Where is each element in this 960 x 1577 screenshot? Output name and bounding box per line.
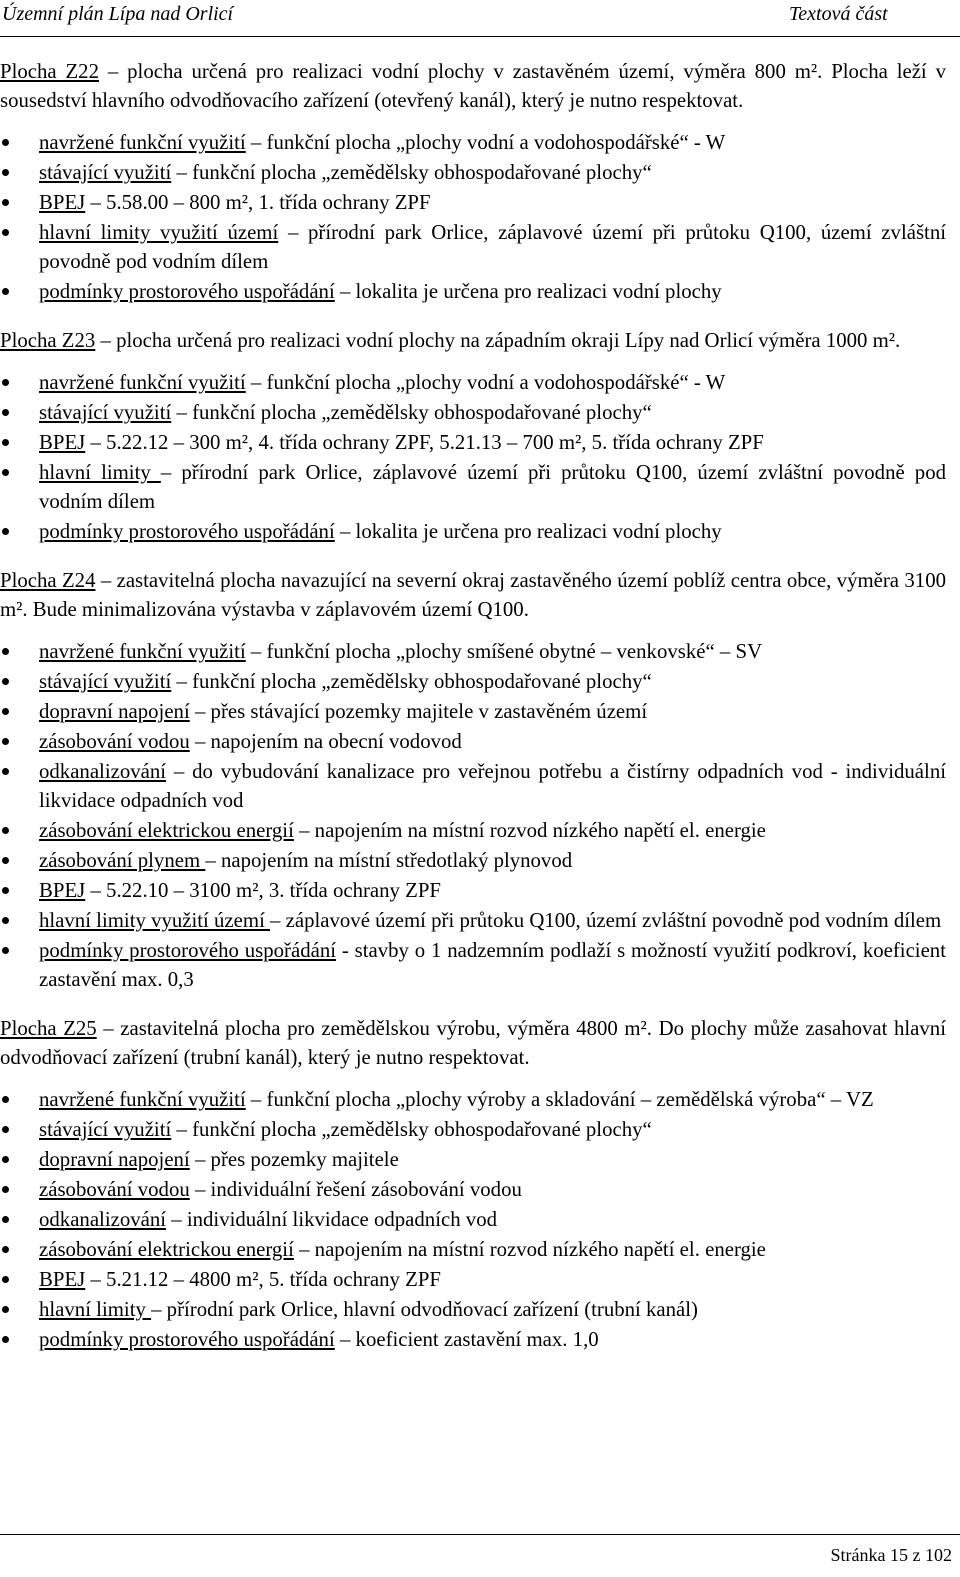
page-footer	[0, 1534, 960, 1577]
bullet-icon	[2, 1246, 9, 1253]
section-text: – zastavitelná plocha navazující na severní okraj zastavěného území poblíž centra obce, výměra 3100 m². Bude minimalizována výstavba v záplavovém území Q100.	[0, 569, 946, 621]
list-item	[0, 277, 946, 306]
item-text: - stavby o 1 nadzemním podlaží s možností využití podkroví, koeficient zastavění max. 0,3	[39, 939, 946, 991]
item-label: odkanalizování	[39, 760, 167, 783]
bullet-icon	[2, 678, 9, 685]
item-text: – lokalita je určena pro realizaci vodní plochy	[334, 280, 722, 303]
list-item	[0, 128, 946, 157]
bullet-icon	[2, 139, 9, 146]
bullet-icon	[2, 947, 9, 954]
list-item	[0, 846, 946, 875]
list-item	[0, 697, 946, 726]
item-text: – napojením na místní středotlaký plynovod	[205, 849, 573, 872]
item-text: – 5.22.12 – 300 m², 4. třída ochrany ZPF, 5.21.13 – 700 m², 5. třída ochrany ZPF	[85, 431, 764, 454]
section-plocha-z25	[0, 1014, 946, 1354]
list-item	[0, 1175, 946, 1204]
list-item	[0, 757, 946, 815]
list-item	[0, 398, 946, 427]
item-text: – do vybudování kanalizace pro veřejnou potřebu a čistírny odpadních vod - individuální likvidace odpadních vod	[39, 760, 946, 812]
section-plocha-z22	[0, 57, 946, 306]
bullet-icon	[2, 887, 9, 894]
list-item	[0, 1235, 946, 1264]
item-text: – funkční plocha „plochy vodní a vodohospodářské“ - W	[245, 371, 726, 394]
list-item	[0, 906, 946, 935]
item-label: podmínky prostorového uspořádání	[39, 1328, 335, 1351]
list-item	[0, 158, 946, 187]
list-item	[0, 1295, 946, 1324]
list-item	[0, 428, 946, 457]
attribute-list	[0, 1085, 946, 1354]
list-item	[0, 936, 946, 994]
item-text: – funkční plocha „zemědělsky obhospodařované plochy“	[171, 670, 652, 693]
item-text: – přes pozemky majitele	[189, 1148, 399, 1171]
list-item	[0, 727, 946, 756]
list-item	[0, 1115, 946, 1144]
section-intro	[0, 1014, 946, 1072]
section-text: – plocha určená pro realizaci vodní plochy v zastavěném území, výměra 800 m². Plocha leží v sousedství hlavního odvodňovacího zařízení (otevřený kanál), který je nutno respektovat.	[0, 60, 946, 112]
item-label: zásobování elektrickou energií	[39, 1238, 294, 1261]
item-text: – funkční plocha „plochy vodní a vodohospodářské“ - W	[245, 131, 726, 154]
list-item	[0, 816, 946, 845]
item-label: BPEJ	[39, 431, 86, 454]
item-label: podmínky prostorového uspořádání	[39, 939, 337, 962]
section-text: – zastavitelná plocha pro zemědělskou výrobu, výměra 4800 m². Do plochy může zasahovat hlavní odvodňovací zařízení (trubní kanál), který je nutno respektovat.	[0, 1017, 946, 1069]
item-label: BPEJ	[39, 1268, 86, 1291]
item-text: – přírodní park Orlice, záplavové území při průtoku Q100, území zvláštní povodně pod vodním dílem	[39, 461, 946, 513]
bullet-icon	[2, 917, 9, 924]
bullet-icon	[2, 827, 9, 834]
item-label: podmínky prostorového uspořádání	[39, 520, 335, 543]
bullet-icon	[2, 199, 9, 206]
item-label: stávající využití	[39, 670, 172, 693]
document-body	[0, 57, 946, 1355]
item-label: navržené funkční využití	[39, 371, 246, 394]
bullet-icon	[2, 1096, 9, 1103]
section-label: Plocha Z23	[0, 329, 96, 352]
bullet-icon	[2, 768, 9, 775]
item-label: zásobování vodou	[39, 1178, 190, 1201]
item-text: – individuální řešení zásobování vodou	[189, 1178, 522, 1201]
section-intro	[0, 326, 946, 355]
item-text: – záplavové území při průtoku Q100, území zvláštní povodně pod vodním dílem	[270, 909, 942, 932]
item-label: podmínky prostorového uspořádání	[39, 280, 335, 303]
list-item	[0, 458, 946, 516]
item-label: stávající využití	[39, 401, 172, 424]
item-label: hlavní limity	[39, 1298, 152, 1321]
item-label: navržené funkční využití	[39, 131, 246, 154]
bullet-icon	[2, 648, 9, 655]
section-label: Plocha Z22	[0, 60, 99, 83]
item-label: zásobování elektrickou energií	[39, 819, 294, 842]
item-text: – funkční plocha „zemědělsky obhospodařované plochy“	[171, 401, 652, 424]
item-label: hlavní limity využití území	[39, 909, 271, 932]
item-text: – napojením na obecní vodovod	[189, 730, 462, 753]
item-label: BPEJ	[39, 879, 86, 902]
item-text: – 5.21.12 – 4800 m², 5. třída ochrany ZPF	[85, 1268, 441, 1291]
list-item	[0, 1205, 946, 1234]
document-part: Textová část	[789, 3, 888, 25]
item-text: – koeficient zastavění max. 1,0	[334, 1328, 599, 1351]
bullet-icon	[2, 1216, 9, 1223]
list-item	[0, 188, 946, 217]
section-intro	[0, 57, 946, 115]
item-label: navržené funkční využití	[39, 640, 246, 663]
item-text: – přírodní park Orlice, záplavové území při průtoku Q100, území zvláštní povodně pod vodním dílem	[39, 221, 946, 273]
item-label: stávající využití	[39, 161, 172, 184]
list-item	[0, 1265, 946, 1294]
item-label: stávající využití	[39, 1118, 172, 1141]
bullet-icon	[2, 169, 9, 176]
item-label: dopravní napojení	[39, 700, 190, 723]
bullet-icon	[2, 229, 9, 236]
item-label: zásobování vodou	[39, 730, 190, 753]
item-text: – přes stávající pozemky majitele v zastavěném území	[189, 700, 648, 723]
page-header	[0, 0, 960, 37]
list-item	[0, 637, 946, 666]
bullet-icon	[2, 288, 9, 295]
list-item	[0, 876, 946, 905]
list-item	[0, 1085, 946, 1114]
attribute-list	[0, 637, 946, 994]
bullet-icon	[2, 469, 9, 476]
list-item	[0, 517, 946, 546]
item-text: – lokalita je určena pro realizaci vodní plochy	[334, 520, 722, 543]
bullet-icon	[2, 409, 9, 416]
section-plocha-z23	[0, 326, 946, 546]
page-number: Stránka 15 z 102	[830, 1545, 952, 1565]
item-label: hlavní limity využití území	[39, 221, 279, 244]
bullet-icon	[2, 738, 9, 745]
list-item	[0, 218, 946, 276]
bullet-icon	[2, 1336, 9, 1343]
item-text: – funkční plocha „plochy výroby a skladování – zemědělská výroba“ – VZ	[245, 1088, 874, 1111]
item-text: – 5.22.10 – 3100 m², 3. třída ochrany ZPF	[85, 879, 441, 902]
bullet-icon	[2, 708, 9, 715]
item-text: – přírodní park Orlice, hlavní odvodňovací zařízení (trubní kanál)	[151, 1298, 698, 1321]
bullet-icon	[2, 528, 9, 535]
item-label: zásobování plynem	[39, 849, 206, 872]
item-text: – napojením na místní rozvod nízkého napětí el. energie	[293, 1238, 766, 1261]
item-text: – napojením na místní rozvod nízkého napětí el. energie	[293, 819, 766, 842]
section-plocha-z24	[0, 566, 946, 994]
bullet-icon	[2, 1306, 9, 1313]
item-label: odkanalizování	[39, 1208, 167, 1231]
item-label: navržené funkční využití	[39, 1088, 246, 1111]
item-text: – individuální likvidace odpadních vod	[166, 1208, 497, 1231]
bullet-icon	[2, 857, 9, 864]
list-item	[0, 368, 946, 397]
item-label: dopravní napojení	[39, 1148, 190, 1171]
section-label: Plocha Z24	[0, 569, 96, 592]
item-text: – funkční plocha „plochy smíšené obytné – venkovské“ – SV	[245, 640, 763, 663]
bullet-icon	[2, 1276, 9, 1283]
item-text: – 5.58.00 – 800 m², 1. třída ochrany ZPF	[85, 191, 431, 214]
item-label: hlavní limity	[39, 461, 161, 484]
item-text: – funkční plocha „zemědělsky obhospodařované plochy“	[171, 1118, 652, 1141]
item-text: – funkční plocha „zemědělsky obhospodařované plochy“	[171, 161, 652, 184]
bullet-icon	[2, 1156, 9, 1163]
list-item	[0, 667, 946, 696]
section-text: – plocha určená pro realizaci vodní plochy na západním okraji Lípy nad Orlicí výměra 1000 m².	[95, 329, 901, 352]
attribute-list	[0, 368, 946, 546]
bullet-icon	[2, 1126, 9, 1133]
item-label: BPEJ	[39, 191, 86, 214]
bullet-icon	[2, 439, 9, 446]
bullet-icon	[2, 1186, 9, 1193]
attribute-list	[0, 128, 946, 306]
list-item	[0, 1325, 946, 1354]
section-label: Plocha Z25	[0, 1017, 97, 1040]
section-intro	[0, 566, 946, 624]
document-title: Územní plán Lípa nad Orlicí	[2, 3, 234, 25]
list-item	[0, 1145, 946, 1174]
bullet-icon	[2, 379, 9, 386]
